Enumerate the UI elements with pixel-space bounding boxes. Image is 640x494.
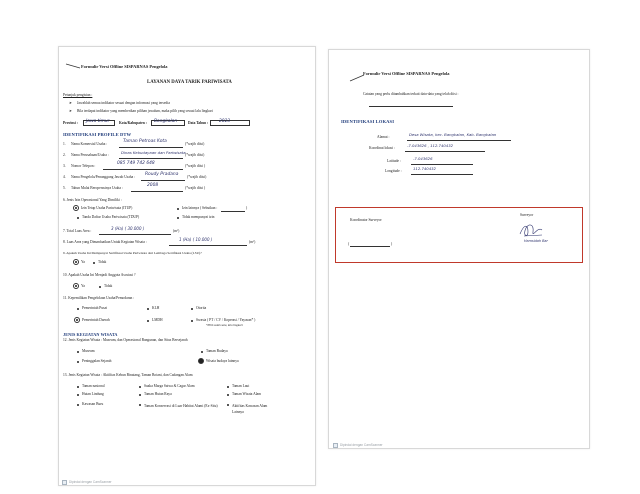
form-header: Formulir Versi Offline SISPARNAS Pengelola	[363, 71, 450, 76]
instruction-arrow-icon: ➤	[69, 109, 73, 113]
location-section-header: IDENTIFIKASI LOKASI	[341, 119, 395, 124]
q12-label: 12. Jenis Kegiatan Wisata : Museum, dan Operasional Bangunan, dan Situs Bersejarah	[63, 338, 188, 342]
q8-unit: (m²)	[249, 240, 256, 244]
q10-label: 10. Apakah Usaha Ini Menjadi Anggota Asosiasi ?	[63, 273, 136, 277]
latitude-label: Latitude :	[387, 159, 401, 163]
province-value: Jawa timur	[86, 119, 110, 124]
activity-section-header: JENIS KEGIATAN WISATA	[63, 332, 118, 337]
instruction-1: Jawablah semua indikator sesuai dengan informasi yang tersedia	[77, 101, 170, 105]
q13-option-9[interactable]: Aktifitas Kawasan Alam Lainnya	[232, 404, 268, 415]
q7-unit: (m²)	[173, 229, 180, 233]
field-3-label: Nomor Telepon :	[71, 164, 96, 168]
q9-label: 9. Apakah Usaha Ini Mempunyai Sertifikasi Usaha Pariwisata dari Lembaga Sertifikasi Usaha (LSU)?	[63, 251, 202, 255]
field-4-label: Nama Pengelola/Penanggung Jawab Usaha :	[71, 175, 136, 179]
year-value: 2023	[219, 119, 231, 124]
field-4-value[interactable]: Roudy Pradana	[145, 172, 179, 177]
coordinator-name-close-paren: )	[391, 242, 393, 246]
q13-option-5[interactable]: Taman Hutan Raya	[144, 392, 172, 396]
q11-option-5[interactable]: LMDH	[152, 318, 163, 322]
corner-stroke-icon	[65, 63, 81, 69]
field-4-no: 4.	[63, 175, 66, 179]
q13-option-4[interactable]: Hutan Lindung	[82, 392, 104, 396]
camscanner-icon	[333, 443, 338, 448]
field-3-value[interactable]: 085 749 742 648	[117, 161, 155, 166]
scan-footer: Dipindai dengan CamScanner	[69, 480, 112, 484]
q13-option-8[interactable]: Taman Konservasi di Luar Habitat Alami (Ex-Situ)	[144, 404, 218, 408]
q13-option-2[interactable]: Suaka Marga Satwa & Cagar Alam	[144, 384, 195, 388]
q8-label: 8. Luas Area yang Dimanfaatkan Untuk Kegiatan Wisata :	[63, 240, 147, 244]
q6-option-1[interactable]: Izin Tetap Usaha Pariwisata (ITUP)	[81, 206, 133, 210]
form-page-right	[328, 49, 590, 449]
surveyor-coordinator-label: Koordinator Surveyor	[350, 218, 382, 222]
coordinator-name-line[interactable]	[350, 246, 390, 247]
field-1-note: (*wajib diisi)	[185, 142, 205, 146]
q13-option-1[interactable]: Taman nasional	[82, 384, 105, 388]
field-5-note: (*wajib diisi )	[185, 186, 206, 190]
q9-no[interactable]: Tidak	[98, 260, 107, 264]
q11-label: 11. Kepemilikan Pengelolaan Usaha/Pemodaran :	[63, 296, 135, 300]
q12-option-4[interactable]: Wisata budaya lainnya	[206, 359, 239, 363]
field-5-label: Tahun Mulai Beroperasinya Usaha :	[71, 186, 123, 190]
longitude-label: Longitude :	[385, 169, 402, 173]
scan-footer: Dipindai dengan CamScanner	[340, 443, 383, 447]
field-1-value[interactable]: Taman Petroas Kota	[123, 139, 167, 144]
q13-option-6[interactable]: Taman Wisata Alam	[232, 392, 262, 396]
field-3-note: (*wajib diisi )	[185, 164, 206, 168]
field-5-value[interactable]: 2008	[147, 183, 159, 188]
camscanner-icon	[62, 480, 67, 485]
address-value[interactable]: Desa Wisata, kec. Bangkalan, Kab. Bangkalan	[409, 132, 497, 137]
q13-option-7[interactable]: Kawasan Buru	[82, 402, 104, 406]
q11-option-6[interactable]: Swasta ( PT / CV / Koperasi / Yayasan* )	[196, 318, 256, 322]
q11-option-1[interactable]: Pemerintah Pusat	[82, 306, 108, 310]
year-label: Data Tahun :	[188, 121, 209, 125]
form-page-left	[58, 46, 316, 486]
longitude-value[interactable]: 112.740432	[413, 166, 436, 171]
q7-value[interactable]: 3 (Ha) ( 30.000 )	[111, 226, 145, 231]
q12-option-1[interactable]: Museum	[82, 349, 95, 353]
instruction-2: Bila terdapat indikator yang memberikan pilihan jawaban, maka pilih yang sesuai lalu lingkari	[77, 109, 213, 113]
field-2-no: 2.	[63, 153, 66, 157]
q9-yes[interactable]: Ya	[81, 260, 85, 264]
q10-no[interactable]: Tidak	[104, 284, 113, 288]
q13-option-3[interactable]: Taman Laut	[232, 384, 250, 388]
field-2-note: (*wajib diisi)	[185, 153, 205, 157]
coord-value[interactable]: -7.043626 , 112.740432	[407, 143, 454, 148]
instructions-label: Petunjuk pengisian :	[63, 93, 93, 97]
q12-option-2[interactable]: Taman Budaya	[206, 349, 228, 353]
signature-box	[335, 207, 583, 263]
notes-line[interactable]	[369, 106, 453, 107]
q6-option-3[interactable]: Tanda Daftar Usaha Pariwisata (TDUP)	[82, 215, 140, 219]
surveyor-signature	[516, 220, 546, 240]
coordinator-name-open-paren: (	[348, 242, 350, 246]
q11-option-2[interactable]: KLH	[152, 306, 160, 310]
q12-option-4-selected[interactable]	[198, 358, 204, 364]
address-label: Alamat :	[377, 135, 390, 139]
q6-option-4[interactable]: Tidak mempunyai izin	[182, 215, 215, 219]
q10-yes[interactable]: Ya	[81, 284, 85, 288]
q6-option-2[interactable]: Izin lainnya ( Sebutkan :	[182, 206, 218, 210]
q13-label: 13. Jenis Kegiatan Wisata : Aktifitas Kebun Binatang, Taman Botani, dan Cadangan Alam	[63, 373, 193, 377]
field-2-label: Nama Perusahaan/Usaha :	[71, 153, 109, 157]
q11-option-3[interactable]: Otorita	[196, 306, 207, 310]
q6-label: 6. Jenis Izin Operasional Yang Dimiliki :	[63, 198, 122, 202]
notes-label: Catatan yang perlu ditambahkan terkait data-data yang telah diisi :	[363, 92, 459, 96]
coord-label: Koordinat lokasi :	[369, 146, 395, 150]
field-3-no: 3.	[63, 164, 66, 168]
regency-label: Kota/Kabupaten :	[119, 121, 147, 125]
q11-option-6-note: *Pilih salah satu, lalu lingkari	[206, 323, 243, 327]
q8-value[interactable]: 1 (Ha) ( 10.000 )	[179, 237, 213, 242]
latitude-value[interactable]: -7.043626	[413, 156, 433, 161]
form-title: LAYANAN DAYA TARIK PARIWISATA	[147, 80, 232, 85]
instruction-arrow-icon: ➤	[69, 101, 73, 105]
form-header: Formulir Versi Offline SISPARNAS Pengelola	[81, 64, 168, 69]
surveyor-name: Hamsidah Bar	[524, 239, 548, 243]
province-label: Provinsi :	[63, 121, 78, 125]
field-4-note: (*wajib diisi)	[187, 175, 207, 179]
field-2-value[interactable]: Dinas Kebudayaan dan Pariwisata	[121, 150, 186, 155]
regency-value: Bangkalan	[154, 119, 178, 124]
q7-label: 7. Total Luas Area :	[63, 229, 92, 233]
field-5-no: 5.	[63, 186, 66, 190]
profile-section-header: IDENTIFIKASI PROFILE DTW	[63, 132, 132, 137]
q6-option-2-close: )	[246, 206, 248, 210]
field-1-no: 1.	[63, 142, 66, 146]
surveyor-label: Surveyor	[520, 213, 534, 217]
q11-option-4[interactable]: Pemerintah Daerah	[82, 318, 110, 322]
field-1-label: Nama Komersial Usaha :	[71, 142, 108, 146]
q12-option-3[interactable]: Peninggalan Sejarah	[82, 359, 112, 363]
